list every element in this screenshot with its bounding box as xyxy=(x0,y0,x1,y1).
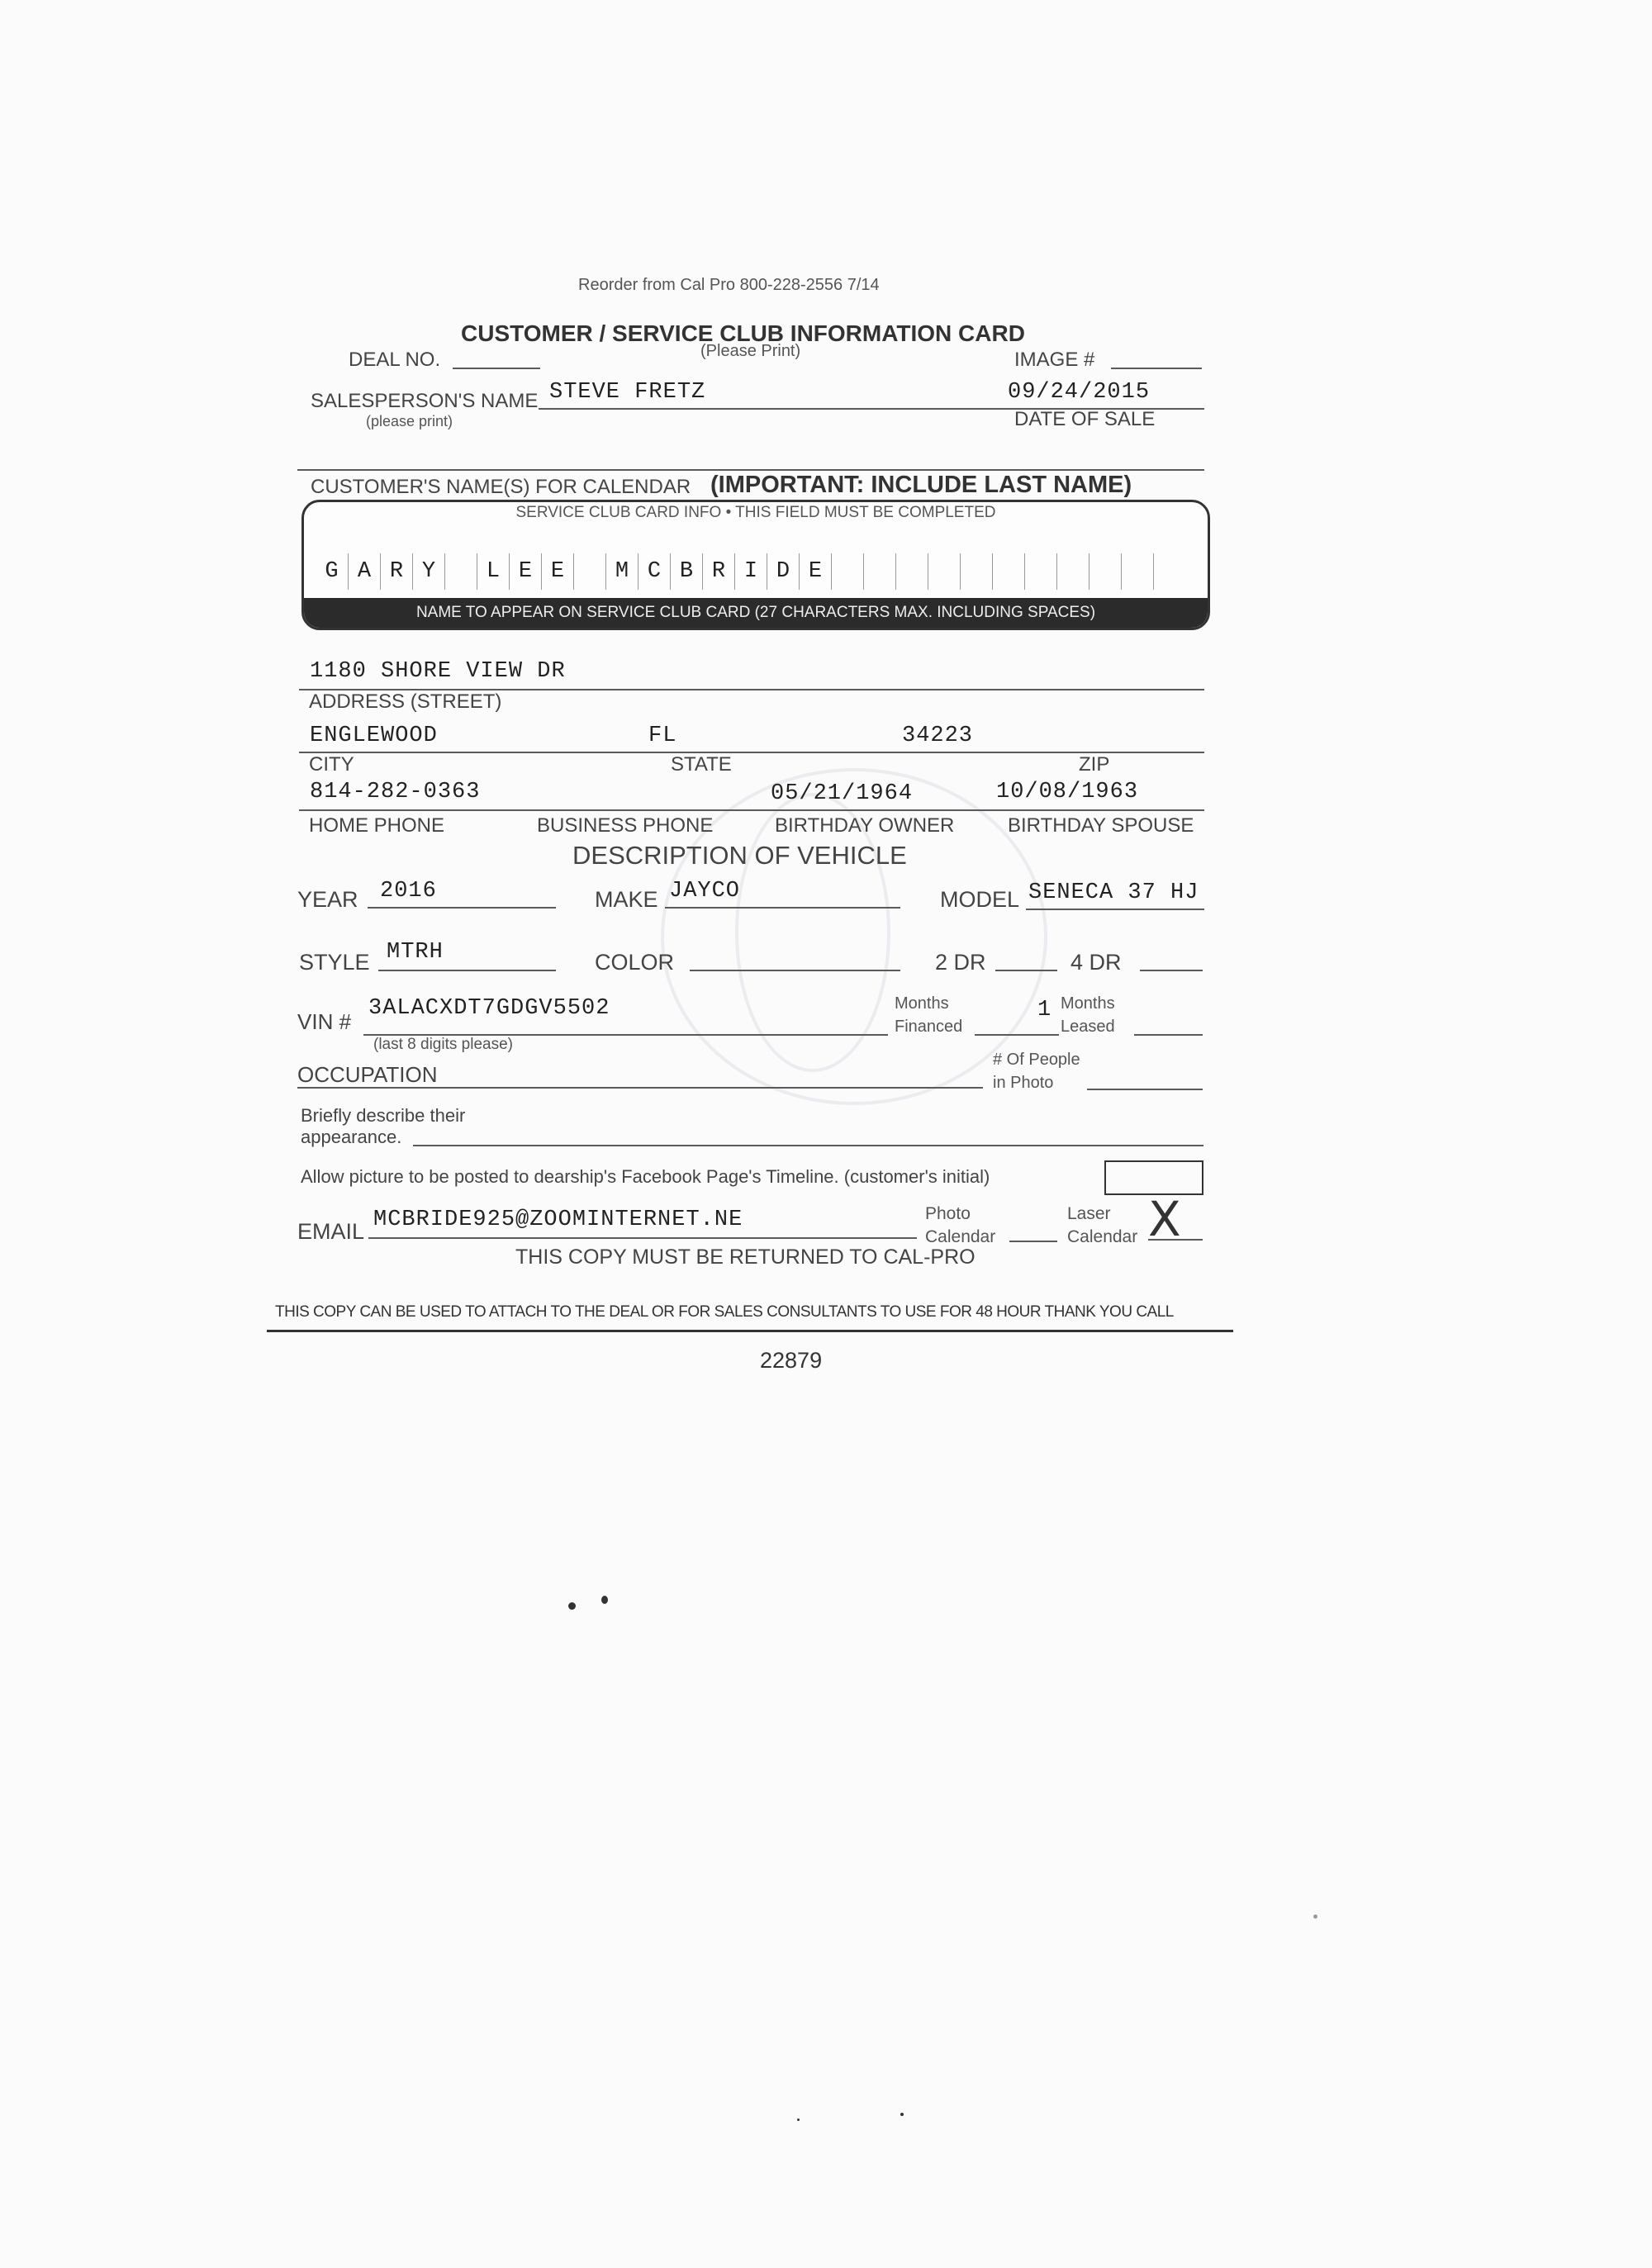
please-print-note: (Please Print) xyxy=(700,342,801,360)
four-dr-line xyxy=(1140,970,1203,971)
card-name-char-box[interactable]: C xyxy=(638,553,670,590)
months-leased-label-2: Leased xyxy=(1061,1018,1115,1036)
vin-label: VIN # xyxy=(297,1009,352,1034)
card-name-char-box[interactable]: R xyxy=(380,553,412,590)
style-label: STYLE xyxy=(299,950,370,975)
zip-value: 34223 xyxy=(902,724,974,748)
email-label: EMAIL xyxy=(297,1219,365,1244)
months-financed-label-2: Financed xyxy=(895,1018,963,1036)
image-no-line xyxy=(1111,368,1202,369)
scan-speck xyxy=(900,2113,904,2116)
describe-line xyxy=(413,1145,1203,1146)
important-note: (IMPORTANT: INCLUDE LAST NAME) xyxy=(710,472,1132,498)
card-name-char-box[interactable] xyxy=(573,553,605,590)
card-band-note: NAME TO APPEAR ON SERVICE CLUB CARD (27 CHARACTERS MAX. INCLUDING SPACES) xyxy=(304,598,1208,628)
card-name-char-box[interactable]: B xyxy=(670,553,702,590)
card-name-char-box[interactable] xyxy=(1024,553,1056,590)
months-financed-value: 1 xyxy=(1037,998,1052,1022)
city-value: ENGLEWOOD xyxy=(310,724,438,748)
scan-speck xyxy=(601,1596,608,1604)
laser-calendar-label-1: Laser xyxy=(1067,1204,1111,1223)
year-value: 2016 xyxy=(380,879,437,904)
scan-speck xyxy=(797,2119,800,2121)
card-name-char-box[interactable]: E xyxy=(799,553,831,590)
months-financed-label-1: Months xyxy=(895,994,949,1013)
model-value: SENECA 37 HJ xyxy=(1028,880,1199,905)
year-line xyxy=(368,907,556,909)
description-heading: DESCRIPTION OF VEHICLE xyxy=(572,841,907,870)
birthday-spouse-value: 10/08/1963 xyxy=(996,780,1139,804)
form-title: CUSTOMER / SERVICE CLUB INFORMATION CARD xyxy=(461,320,1025,346)
four-dr-label: 4 DR xyxy=(1070,950,1122,975)
card-info-note: SERVICE CLUB CARD INFO • THIS FIELD MUST BE COMPLETED xyxy=(515,504,996,521)
city-line xyxy=(299,752,1204,753)
salesperson-please-print: (please print) xyxy=(366,413,453,429)
make-value: JAYCO xyxy=(669,879,741,904)
card-name-char-box[interactable] xyxy=(444,553,477,590)
business-phone-label: BUSINESS PHONE xyxy=(537,814,714,837)
email-value: MCBRIDE925@ZOOMINTERNET.NE xyxy=(373,1208,743,1232)
scan-speck xyxy=(568,1602,576,1610)
image-no-label: IMAGE # xyxy=(1014,349,1095,371)
footer-rule xyxy=(267,1330,1233,1332)
email-line xyxy=(368,1237,917,1239)
footer-note: THIS COPY CAN BE USED TO ATTACH TO THE DEAL OR FOR SALES CONSULTANTS TO USE FOR 48 HOUR THANK YOU CALL xyxy=(275,1303,1174,1321)
color-line xyxy=(690,970,900,971)
customer-initial-box[interactable] xyxy=(1104,1160,1203,1195)
card-name-char-box[interactable]: G xyxy=(325,559,339,584)
card-name-char-box[interactable]: R xyxy=(702,553,734,590)
describe-label-1: Briefly describe their xyxy=(301,1105,466,1126)
salesperson-value: STEVE FRETZ xyxy=(549,380,706,405)
serial-number: 22879 xyxy=(760,1348,823,1373)
laser-calendar-mark: X xyxy=(1148,1191,1181,1247)
card-name-char-box[interactable] xyxy=(928,553,960,590)
card-name-char-box[interactable] xyxy=(960,553,992,590)
make-label: MAKE xyxy=(595,887,658,912)
occupation-label: OCCUPATION xyxy=(297,1062,438,1087)
months-leased-label-1: Months xyxy=(1061,994,1115,1013)
model-line xyxy=(1026,909,1204,910)
card-name-char-box[interactable] xyxy=(1089,553,1121,590)
months-financed-line xyxy=(975,1034,1059,1036)
photo-calendar-label-1: Photo xyxy=(925,1204,971,1223)
card-name-char-box[interactable]: E xyxy=(541,553,573,590)
make-line xyxy=(665,907,900,909)
zip-label: ZIP xyxy=(1079,753,1110,776)
birthday-owner-value: 05/21/1964 xyxy=(771,781,914,806)
card-name-char-box[interactable]: M xyxy=(605,553,638,590)
salesperson-label: SALESPERSON'S NAME xyxy=(311,390,539,412)
date-of-sale-value: 09/24/2015 xyxy=(1008,380,1151,405)
card-name-char-box[interactable]: L xyxy=(477,553,509,590)
facebook-consent-label: Allow picture to be posted to dearship's Facebook Page's Timeline. (customer's initial) xyxy=(301,1166,990,1187)
phone-line xyxy=(299,809,1204,811)
card-name-char-box[interactable] xyxy=(1153,553,1185,590)
card-name-char-box[interactable] xyxy=(863,553,895,590)
city-label: CITY xyxy=(309,753,354,776)
birthday-spouse-label: BIRTHDAY SPOUSE xyxy=(1008,814,1194,837)
state-label: STATE xyxy=(671,753,732,776)
people-line xyxy=(1087,1089,1203,1090)
customer-names-line xyxy=(297,469,1204,471)
card-name-char-box[interactable]: I xyxy=(734,553,767,590)
occupation-line xyxy=(297,1087,983,1089)
reorder-note: Reorder from Cal Pro 800-228-2556 7/14 xyxy=(578,276,880,294)
birthday-owner-label: BIRTHDAY OWNER xyxy=(775,814,955,837)
return-note: THIS COPY MUST BE RETURNED TO CAL-PRO xyxy=(515,1246,976,1269)
people-label-2: in Photo xyxy=(993,1074,1054,1092)
card-name-char-box[interactable] xyxy=(992,553,1024,590)
card-name-char-box[interactable]: D xyxy=(767,553,799,590)
date-of-sale-label: DATE OF SALE xyxy=(1014,408,1156,430)
address-label: ADDRESS (STREET) xyxy=(309,690,502,713)
style-value: MTRH xyxy=(387,940,444,965)
state-value: FL xyxy=(648,724,677,748)
color-label: COLOR xyxy=(595,950,675,975)
card-name-char-box[interactable] xyxy=(831,553,863,590)
scan-speck xyxy=(1313,1915,1317,1919)
service-club-card-field[interactable] xyxy=(301,500,1210,630)
months-leased-line xyxy=(1134,1034,1203,1036)
last8-note: (last 8 digits please) xyxy=(373,1036,513,1053)
photo-calendar-label-2: Calendar xyxy=(925,1227,996,1246)
card-name-char-box[interactable]: Y xyxy=(412,553,444,590)
card-name-char-box[interactable] xyxy=(895,553,928,590)
card-name-char-box[interactable]: A xyxy=(348,553,380,590)
describe-label-2: appearance. xyxy=(301,1127,402,1147)
address-value: 1180 SHORE VIEW DR xyxy=(310,659,566,684)
people-label-1: # Of People xyxy=(993,1051,1080,1069)
deal-no-line xyxy=(453,368,540,369)
vin-value: 3ALACXDT7GDGV5502 xyxy=(368,996,610,1021)
style-line xyxy=(378,970,556,971)
customer-names-label: CUSTOMER'S NAME(S) FOR CALENDAR xyxy=(311,476,691,498)
photo-calendar-line xyxy=(1009,1241,1057,1242)
card-name-char-box[interactable] xyxy=(1056,553,1089,590)
home-phone-label: HOME PHONE xyxy=(309,814,445,837)
home-phone-value: 814-282-0363 xyxy=(310,780,481,804)
model-label: MODEL xyxy=(940,887,1020,912)
card-name-char-box[interactable] xyxy=(1121,553,1153,590)
laser-calendar-label-2: Calendar xyxy=(1067,1227,1138,1246)
year-label: YEAR xyxy=(297,887,358,912)
card-name-boxes xyxy=(316,553,1185,593)
two-dr-label: 2 DR xyxy=(935,950,986,975)
deal-no-label: DEAL NO. xyxy=(349,349,441,371)
two-dr-line xyxy=(995,970,1057,971)
card-name-char-box[interactable]: E xyxy=(509,553,541,590)
